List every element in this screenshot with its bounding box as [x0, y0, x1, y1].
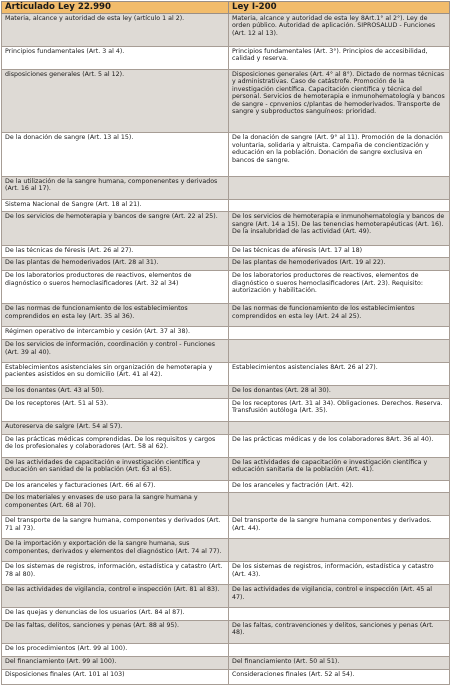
cell-ley-22990: De los materiales y envases de uso para la sangre humana y componentes (Art. 68 al 70). — [2, 493, 229, 516]
cell-ley-i200 — [229, 493, 450, 516]
table-row — [2, 621, 450, 644]
cell-ley-i200: Disposiciones generales (Art. 4° al 8°). Dictado de normas técnicas y administrativas. Caso de catástrofe. Promoción de la investigación científica. Capacitación científica y técnica del personal. Servicios de hemoterapia e inmunohematología y bancos de sangre - cpnvenios c/plantas de hemoderivados. Transporte de sangre y subproductos sanguíneos: prioridad. — [229, 70, 450, 133]
cell-ley-22990: Disposiciones finales (Art. 101 al 103) — [2, 669, 229, 684]
cell-ley-22990: Autoreserva de salgre (Art. 54 al 57). — [2, 421, 229, 434]
cell-ley-i200 — [229, 176, 450, 199]
table-row — [2, 327, 450, 340]
table-row — [2, 516, 450, 539]
cell-ley-22990: De las prácticas médicas comprendidas. De los requisitos y cargos de los profesionales y colaboradores (Art. 58 al 62). — [2, 434, 229, 457]
cell-ley-i200 — [229, 643, 450, 656]
cell-ley-22990: De las faltas, delitos, sanciones y penas (Art. 88 al 95). — [2, 621, 229, 644]
cell-ley-i200: De los receptores (Art. 31 al 34). Obligaciones. Derechos. Reserva. Transfusión autóloga (Art. 35). — [229, 398, 450, 421]
cell-ley-i200: Principios fundamentales (Art. 3°). Principios de accesibilidad, calidad y reserva. — [229, 47, 450, 70]
column-header-ley-22990: Articulado Ley 22.990 — [2, 2, 229, 14]
cell-ley-22990: De las quejas y denuncias de los usuarios (Art. 84 al 87). — [2, 608, 229, 621]
cell-ley-i200: De los laboratorios productores de reactivos, elementos de diagnóstico o sueros hemoclasificadores (Art. 23). Requisito: autorización y habilitación. — [229, 271, 450, 304]
table-row — [2, 434, 450, 457]
table-row — [2, 669, 450, 684]
cell-ley-22990: Materia, alcance y autoridad de esta ley (artículo 1 al 2). — [2, 14, 229, 47]
table-row — [2, 245, 450, 258]
cell-ley-i200 — [229, 421, 450, 434]
table-row — [2, 304, 450, 327]
table-row — [2, 457, 450, 480]
cell-ley-22990: Régimen operativo de intercambio y cesión (Art. 37 al 38). — [2, 327, 229, 340]
cell-ley-i200: De las faltas, contravenciones y delitos, sanciones y penas (Art. 48). — [229, 621, 450, 644]
cell-ley-22990: De la donación de sangre (Art. 13 al 15). — [2, 133, 229, 176]
cell-ley-i200: De los servicios de hemoterapia e inmunohematología y bancos de sangre (Art. 14 a 15). De las tenencias hemoterapéuticas (Art. 16). De la insalubridad de las actividad (Art. 49). — [229, 212, 450, 245]
cell-ley-22990: Del transporte de la sangre humana, componentes y derivados (Art. 71 al 73). — [2, 516, 229, 539]
table-row — [2, 14, 450, 47]
table-row — [2, 212, 450, 245]
cell-ley-i200: Establecimientos asistenciales 8Art. 26 al 27). — [229, 363, 450, 386]
cell-ley-22990: De las actividades de capacitación e investigación científica y educación en sanidad de la población (Art. 63 al 65). — [2, 457, 229, 480]
cell-ley-22990: De los procedimientos (Art. 99 al 100). — [2, 643, 229, 656]
cell-ley-22990: De las plantas de hemoderivados (Art. 28 al 31). — [2, 258, 229, 271]
cell-ley-22990: De los donantes (Art. 43 al 50). — [2, 386, 229, 399]
header-row — [2, 2, 450, 14]
cell-ley-22990: De los servicios de información, coordinación y control - Funciones (Art. 39 al 40). — [2, 340, 229, 363]
table-row — [2, 585, 450, 608]
table-row — [2, 643, 450, 656]
cell-ley-i200: De las técnicas de aféresis (Art. 17 al 18) — [229, 245, 450, 258]
cell-ley-i200: De las prácticas médicas y de los colaboradores 8Art. 36 al 40). — [229, 434, 450, 457]
cell-ley-22990: Del financiamiento (Art. 99 al 100). — [2, 656, 229, 669]
cell-ley-22990: De las técnicas de féresis (Art. 26 al 27). — [2, 245, 229, 258]
column-header-ley-i200: Ley I-200 — [229, 2, 450, 14]
table-row — [2, 363, 450, 386]
cell-ley-22990: De los servicios de hemoterapia y bancos de sangre (Art. 22 al 25). — [2, 212, 229, 245]
cell-ley-i200: De los sistemas de registros, información, estadística y catastro (Art. 43). — [229, 562, 450, 585]
cell-ley-i200 — [229, 199, 450, 212]
table-row — [2, 539, 450, 562]
table-row — [2, 562, 450, 585]
cell-ley-22990: Principios fundamentales (Art. 3 al 4). — [2, 47, 229, 70]
cell-ley-i200: De los aranceles y factración (Art. 42). — [229, 480, 450, 493]
cell-ley-i200 — [229, 340, 450, 363]
cell-ley-i200: De las plantas de hemoderivados (Art. 19 al 22). — [229, 258, 450, 271]
cell-ley-i200: De los donantes (Art. 28 al 30). — [229, 386, 450, 399]
cell-ley-i200: De las normas de funcionamiento de los establecimientos comprendidos en esta ley (Art. 24 al 25). — [229, 304, 450, 327]
cell-ley-22990: De los receptores (Art. 51 al 53). — [2, 398, 229, 421]
cell-ley-22990: Sistema Nacional de Sangre (Art. 18 al 21). — [2, 199, 229, 212]
cell-ley-22990: De los laboratorios productores de reactivos, elementos de diagnóstico o sueros hemoclasificadores (Art. 32 al 34) — [2, 271, 229, 304]
table-row — [2, 398, 450, 421]
table-header — [2, 2, 450, 14]
cell-ley-22990: De los aranceles y facturaciones (Art. 66 al 67). — [2, 480, 229, 493]
table-row — [2, 258, 450, 271]
cell-ley-22990: De las actividades de vigilancia, control e inspección (Art. 81 al 83). — [2, 585, 229, 608]
comparison-table — [1, 1, 450, 685]
cell-ley-i200 — [229, 327, 450, 340]
table-row — [2, 386, 450, 399]
table-row — [2, 656, 450, 669]
cell-ley-i200 — [229, 539, 450, 562]
table-row — [2, 421, 450, 434]
cell-ley-i200: De las actividades de capacitación e investigación científica y educación sanitaria de la población (Art. 41). — [229, 457, 450, 480]
cell-ley-22990: De la utilización de la sangre humana, componenentes y derivados (Art. 16 al 17). — [2, 176, 229, 199]
table-row — [2, 199, 450, 212]
cell-ley-22990: disposiciones generales (Art. 5 al 12). — [2, 70, 229, 133]
cell-ley-i200: De las actividades de vigilancia, control e inspección (Art. 45 al 47). — [229, 585, 450, 608]
cell-ley-i200: De la donación de sangre (Art. 9° al 11). Promoción de la donación voluntaria, solidaria y altruista. Campaña de concientización y educación en la población. Donación de sangre exclusiva en bancos de sangre. — [229, 133, 450, 176]
cell-ley-22990: Establecimientos asistenciales sin organización de hemoterapia y pacientes asistidos en su domicilio (Art. 41 al 42). — [2, 363, 229, 386]
table-row — [2, 176, 450, 199]
cell-ley-i200: Materia, alcance y autoridad de esta ley 8Art.1° al 2°). Ley de orden público. Autoridad de aplicación. SIPROSALUD - Funciones (Art. 12 al 13). — [229, 14, 450, 47]
cell-ley-i200: Consideraciones finales (Art. 52 al 54). — [229, 669, 450, 684]
cell-ley-i200: Del transporte de la sangre humana componentes y derivados. (Art. 44). — [229, 516, 450, 539]
cell-ley-22990: De los sistemas de registros, información, estadística y catastro (Art. 78 al 80). — [2, 562, 229, 585]
table-row — [2, 493, 450, 516]
cell-ley-22990: De la importación y exportación de la sangre humana, sus componentes, derivados y elementos del diagnóstico (Art. 74 al 77). — [2, 539, 229, 562]
table-row — [2, 480, 450, 493]
cell-ley-22990: De las normas de funcionamiento de los establecimientos comprendidos en esta ley (Art. 35 al 36). — [2, 304, 229, 327]
table-row — [2, 133, 450, 176]
cell-ley-i200 — [229, 608, 450, 621]
table-row — [2, 47, 450, 70]
table-row — [2, 271, 450, 304]
table-body — [2, 14, 450, 685]
table-row — [2, 70, 450, 133]
cell-ley-i200: Del financiamiento (Art. 50 al 51). — [229, 656, 450, 669]
table-row — [2, 340, 450, 363]
table-row — [2, 608, 450, 621]
